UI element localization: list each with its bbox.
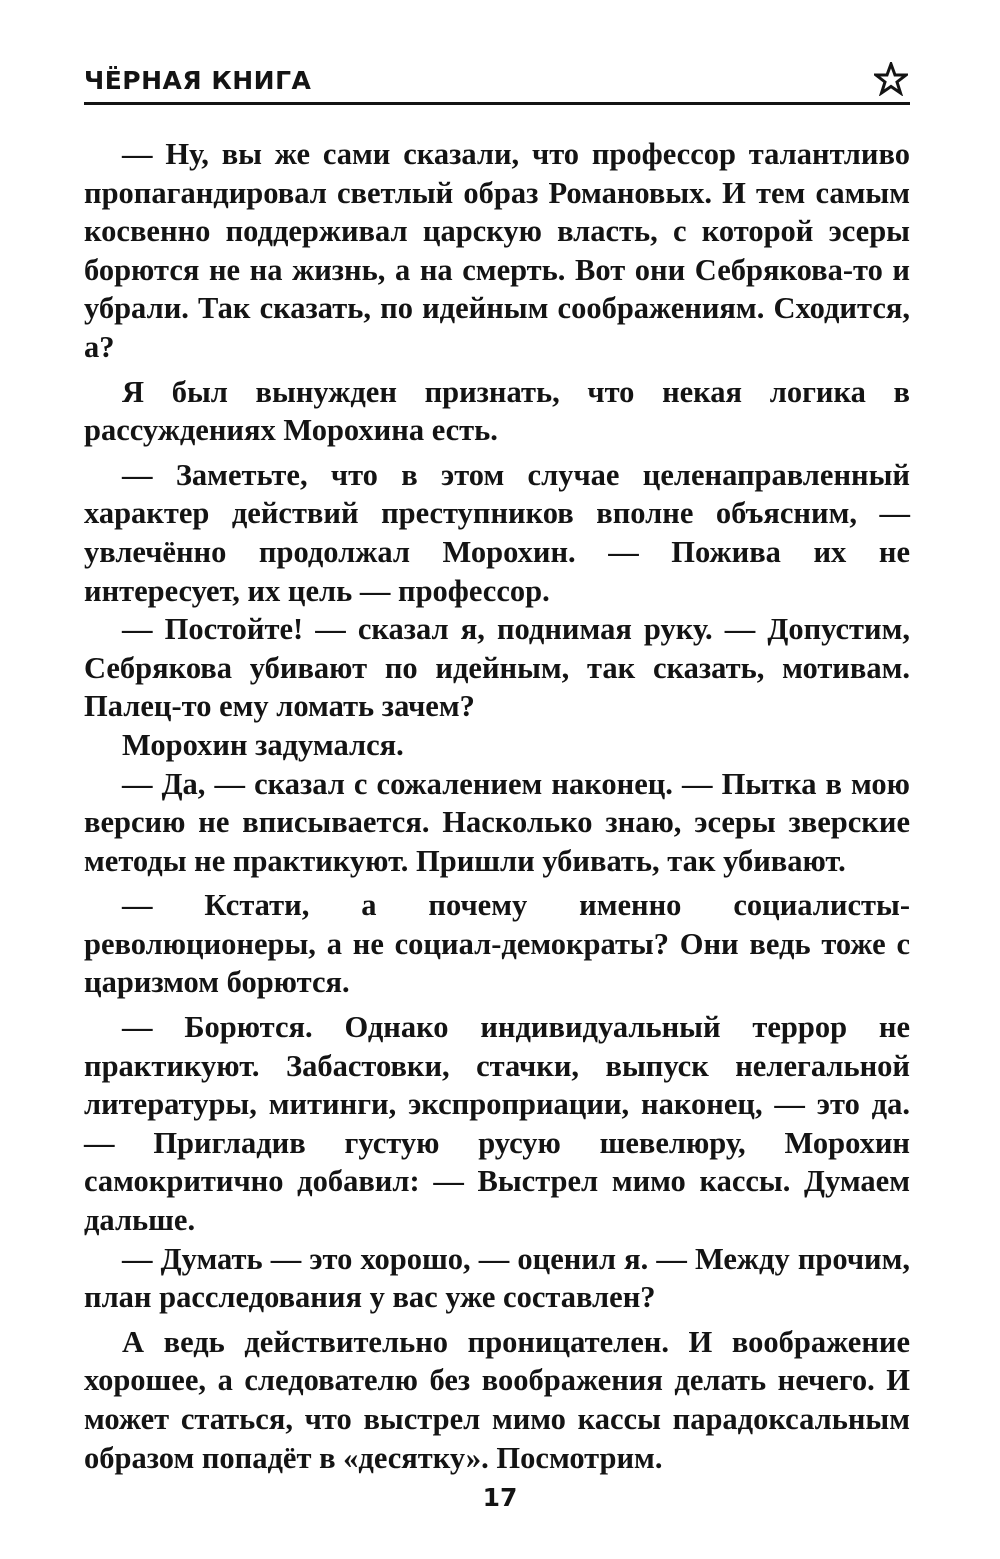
paragraph: — Думать — это хорошо, — оценил я. — Между прочим, план расследования у вас уже составлен? <box>84 1241 910 1315</box>
paragraph: А ведь действительно проницателен. И воображение хорошее, а следователю без воображения делать нечего. И может статься, что выстрел мимо кассы парадоксальным образом попадёт в «десятку». Посмотрим. <box>84 1324 910 1475</box>
paragraph: — Ну, вы же сами сказали, что профессор талантливо пропагандировал светлый образ Романовых. И тем самым косвенно поддерживал царскую власть, с которой эсеры борются не на жизнь, а на смерть. Вот они Себрякова-то и убрали. Так сказать, по идейным соображениям. Сходится, а? <box>84 137 910 364</box>
body-text <box>84 135 910 1477</box>
paragraph: — Да, — сказал с сожалением наконец. — Пытка в мою версию не вписывается. Насколько знаю, эсеры зверские методы не практикуют. Пришли убивать, так убивают. <box>84 766 910 878</box>
running-title: ЧЁРНАЯ КНИГА <box>84 66 312 95</box>
paragraph: — Заметьте, что в этом случае целенаправленный характер действий преступников вполне объясним, — увлечённо продолжал Морохин. — Пожива их не интересует, их цель — профессор. <box>84 457 910 608</box>
paragraph: — Постойте! — сказал я, поднимая руку. — Допустим, Себрякова убивают по идейным, так сказать, мотивам. Палец-то ему ломать зачем? <box>84 612 910 724</box>
star-outline-icon <box>874 62 908 96</box>
paragraph: Я был вынужден признать, что некая логика в рассуждениях Морохина есть. <box>84 374 910 448</box>
page-number: 17 <box>482 1483 518 1512</box>
paragraph: — Кстати, а почему именно социалисты-революционеры, а не социал-демократы? Они ведь тоже с царизмом борются. <box>84 888 910 1000</box>
paragraph: Морохин задумался. <box>122 727 404 762</box>
running-head <box>84 62 910 105</box>
paragraph: — Борются. Однако индивидуальный террор не практикуют. Забастовки, стачки, выпуск нелегальной литературы, митинги, экспроприации, наконец, — это да. — Пригладив густую русую шевелюру, Морохин самокритично добавил: — Выстрел мимо кассы. Думаем дальше. <box>84 1010 910 1238</box>
